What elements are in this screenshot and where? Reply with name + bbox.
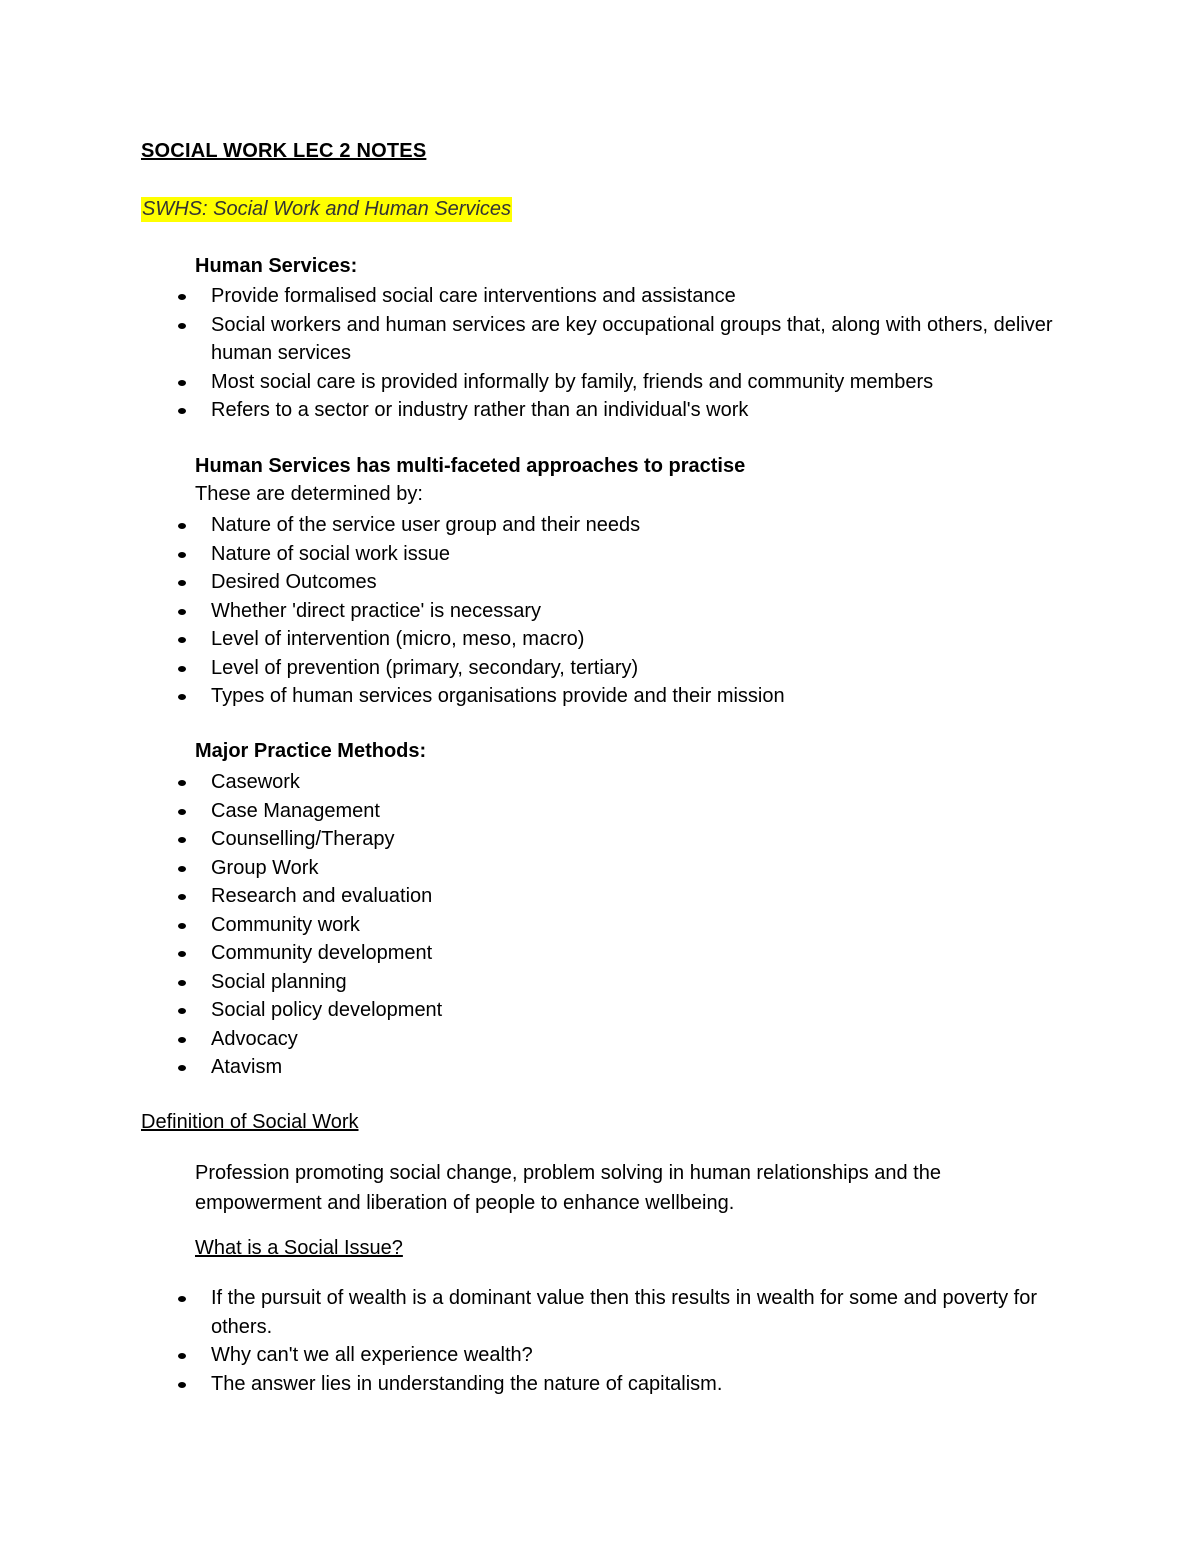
list-item: Most social care is provided informally by family, friends and community members bbox=[0, 368, 1071, 397]
bullet-icon bbox=[178, 1382, 186, 1388]
bullet-icon bbox=[178, 580, 186, 586]
bullet-icon bbox=[178, 408, 186, 414]
bullet-icon bbox=[178, 294, 186, 300]
list-item: Level of intervention (micro, meso, macro) bbox=[0, 625, 1071, 654]
list-item: If the pursuit of wealth is a dominant value then this results in wealth for some and poverty for others. bbox=[0, 1284, 1071, 1341]
list-item: Community development bbox=[0, 939, 1071, 968]
definition-heading: Definition of Social Work bbox=[141, 1111, 359, 1133]
list-item: Desired Outcomes bbox=[0, 568, 1071, 597]
bullet-icon bbox=[178, 1065, 186, 1071]
bullet-icon bbox=[178, 837, 186, 843]
list-item: Why can't we all experience wealth? bbox=[0, 1341, 1071, 1370]
list-item: Case Management bbox=[0, 797, 1071, 826]
section-heading-practice-methods: Major Practice Methods: bbox=[195, 740, 427, 762]
bullet-icon bbox=[178, 637, 186, 643]
highlighted-subtitle: SWHS: Social Work and Human Services bbox=[142, 198, 512, 220]
list-item: Types of human services organisations provide and their mission bbox=[0, 682, 1071, 711]
bullet-icon bbox=[178, 866, 186, 872]
list-item: Level of prevention (primary, secondary, tertiary) bbox=[0, 654, 1071, 683]
list-item: Group Work bbox=[0, 854, 1071, 883]
bullet-icon bbox=[178, 552, 186, 558]
list-item: Advocacy bbox=[0, 1025, 1071, 1054]
bullet-icon bbox=[178, 694, 186, 700]
approaches-intro: These are determined by: bbox=[195, 483, 423, 505]
list-item: Social planning bbox=[0, 968, 1071, 997]
bullet-icon bbox=[178, 323, 186, 329]
bullet-icon bbox=[178, 951, 186, 957]
bullet-icon bbox=[178, 523, 186, 529]
bullet-icon bbox=[178, 1296, 186, 1302]
bullet-icon bbox=[178, 923, 186, 929]
definition-text: Profession promoting social change, problem solving in human relationships and the empowerment and liberation of people to enhance wellbeing. bbox=[195, 1162, 941, 1214]
bullet-icon bbox=[178, 980, 186, 986]
bullet-icon bbox=[178, 666, 186, 672]
bullet-icon bbox=[178, 1353, 186, 1359]
document-title: SOCIAL WORK LEC 2 NOTES bbox=[141, 140, 427, 162]
practice-methods-list bbox=[0, 768, 1200, 1082]
list-item: Social workers and human services are key occupational groups that, along with others, deliver human services bbox=[0, 311, 1071, 368]
social-issue-list bbox=[0, 1284, 1200, 1398]
list-item: Casework bbox=[0, 768, 1071, 797]
list-item: Research and evaluation bbox=[0, 882, 1071, 911]
section-heading-human-services: Human Services: bbox=[195, 255, 358, 277]
list-item: Nature of the service user group and their needs bbox=[0, 511, 1071, 540]
list-item: Community work bbox=[0, 911, 1071, 940]
bullet-icon bbox=[178, 1037, 186, 1043]
social-issue-heading: What is a Social Issue? bbox=[195, 1237, 403, 1259]
list-item: Provide formalised social care interventions and assistance bbox=[0, 282, 1071, 311]
bullet-icon bbox=[178, 894, 186, 900]
list-item: Refers to a sector or industry rather than an individual's work bbox=[0, 396, 1071, 425]
section-heading-approaches: Human Services has multi-faceted approaches to practise bbox=[195, 455, 746, 477]
list-item: The answer lies in understanding the nature of capitalism. bbox=[0, 1370, 1071, 1399]
bullet-icon bbox=[178, 380, 186, 386]
list-item: Counselling/Therapy bbox=[0, 825, 1071, 854]
bullet-icon bbox=[178, 809, 186, 815]
bullet-icon bbox=[178, 1008, 186, 1014]
list-item: Social policy development bbox=[0, 996, 1071, 1025]
human-services-list bbox=[0, 282, 1200, 425]
bullet-icon bbox=[178, 780, 186, 786]
list-item: Nature of social work issue bbox=[0, 540, 1071, 569]
list-item: Whether 'direct practice' is necessary bbox=[0, 597, 1071, 626]
list-item: Atavism bbox=[0, 1053, 1071, 1082]
approaches-list bbox=[0, 511, 1200, 711]
bullet-icon bbox=[178, 609, 186, 615]
